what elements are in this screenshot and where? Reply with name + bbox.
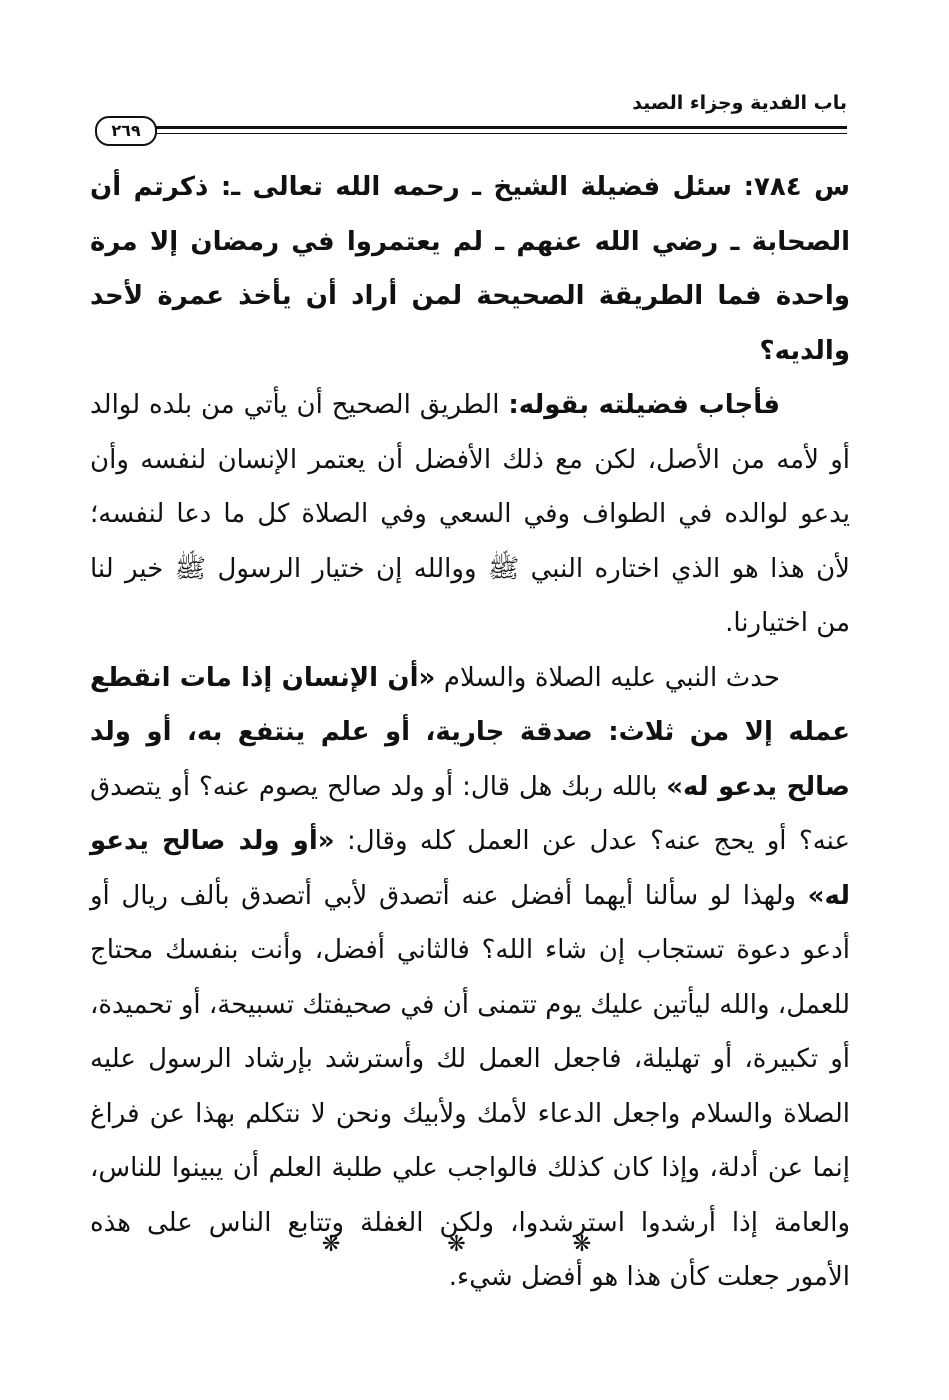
hadith-paragraph	[90, 651, 850, 1305]
hadith-quote: «أن الإنسان إذا مات انقطع عمله إلا من ثلاث: صدقة جارية، أو علم ينتفع به، أو ولد صالح يدعو له»	[90, 662, 850, 802]
question-paragraph	[90, 160, 850, 378]
page-header	[95, 88, 847, 148]
separator-star-icon: ❋	[321, 1232, 377, 1257]
page-body	[90, 160, 850, 1305]
section-separator	[0, 1232, 949, 1257]
separator-star-icon: ❋	[447, 1232, 502, 1257]
header-divider	[147, 126, 847, 129]
hadith-commentary: بالله ربك هل قال: أو ولد صالح يصوم عنه؟ أو يتصدق عنه؟ أو يحج عنه؟ عدل عن العمل كله وقال:	[90, 771, 850, 856]
hadith-quote-repeat: «أو ولد صالح يدعو له»	[90, 826, 850, 911]
chapter-title: باب الفدية وجزاء الصيد	[632, 92, 847, 114]
hadith-conclusion: ولهذا لو سألنا أيهما أفضل عنه أتصدق لأبي أتصدق بألف ريال أو أدعو دعوة تستجاب إن شاء الله؟ فالثاني أفضل، وأنت بنفسك محتاج للعمل، والله ليأتين عليك يوم تتمنى أن في صحيفتك تسبيحة، أو تحميدة، أو تكبيرة، أو تهليلة، فاجعل العمل لك وأسترشد بإرشاد الرسول عليه الصلاة والسلام واجعل الدعاء لأمك ولأبيك ونحن لا نتكلم بهذا عن فراغ إنما عن أدلة، وإذا كان كذلك فالواجب علي طلبة العلم أن يبينوا للناس، والعامة إذا أرشدوا استرشدوا، ولكن الغفلة وتتابع الناس على هذه الأمور جعلت كأن هذا هو أفضل شيء.	[90, 880, 850, 1292]
answer-label: فأجاب فضيلته بقوله:	[508, 390, 780, 420]
page-number: ٢٦٩	[95, 116, 157, 146]
answer-text: الطريق الصحيح أن يأتي من بلده لوالد أو لأمه من الأصل، لكن مع ذلك الأفضل أن يعتمر الإنسان لنفسه وأن يدعو لوالده في الطواف وفي السعي وفي الصلاة كل ما دعا لنفسه؛ لأن هذا هو الذي اختاره النبي ﷺ ووالله إن ختيار الرسول ﷺ خير لنا من اختيارنا.	[90, 390, 850, 638]
separator-star-icon: ❋	[572, 1232, 628, 1257]
question-label: س ٧٨٤:	[743, 172, 850, 202]
question-text: سئل فضيلة الشيخ ـ رحمه الله تعالى ـ: ذكرتم أن الصحابة ـ رضي الله عنهم ـ لم يعتمروا في رمضان إلا مرة واحدة فما الطريقة الصحيحة لمن أراد أن يأخذ عمرة لأحد والديه؟	[90, 172, 850, 366]
answer-paragraph	[90, 378, 850, 651]
header-divider-thin	[147, 133, 847, 134]
hadith-intro: حدث النبي عليه الصلاة والسلام	[443, 662, 780, 693]
